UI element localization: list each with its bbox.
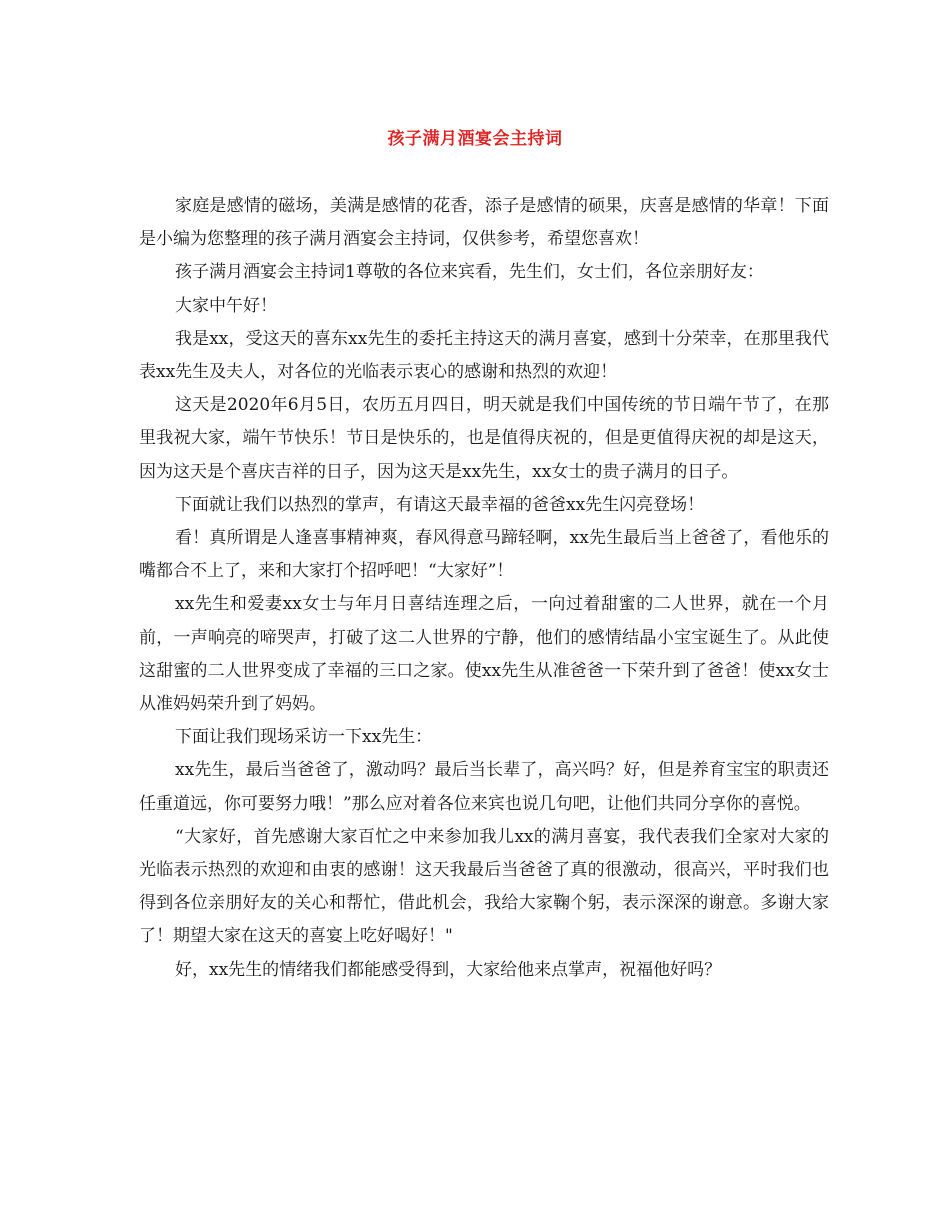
document-body <box>139 190 829 987</box>
paragraph-greeting: 大家中午好！ <box>175 295 277 316</box>
paragraph-date: 这天是2020年6月5日，农历五月四日，明天就是我们中国传统的节日端午节了，在那里我祝大家，端午节快乐！节日是快乐的，也是值得庆祝的，但是更值得庆祝的却是这天，因为这天是个喜庆吉祥的日子，因为这天是xx先生，xx女士的贵子满月的日子。 <box>139 395 829 482</box>
paragraph-salutation: 孩子满月酒宴会主持词1尊敬的各位来宾看，先生们，女士们，各位亲朋好友： <box>175 262 764 283</box>
paragraph-invite-father: 下面就让我们以热烈的掌声，有请这天最幸福的爸爸xx先生闪亮登场！ <box>175 494 705 515</box>
paragraph-intro: 家庭是感情的磁场，美满是感情的花香，添子是感情的硕果，庆喜是感情的华章！下面是小编为您整理的孩子满月酒宴会主持词，仅供参考，希望您喜欢！ <box>139 196 829 250</box>
paragraph-father-arrives: 看！真所谓是人逢喜事精神爽，春风得意马蹄轻啊，xx先生最后当上爸爸了，看他乐的嘴都合不上了，来和大家打个招呼吧！“大家好”！ <box>139 528 829 582</box>
paragraph-father-speech: “大家好，首先感谢大家百忙之中来参加我儿xx的满月喜宴，我代表我们全家对大家的光临表示热烈的欢迎和由衷的感谢！这天我最后当爸爸了真的很激动，很高兴，平时我们也得到各位亲朋好友的关心和帮忙，借此机会，我给大家鞠个躬，表示深深的谢意。多谢大家了！期望大家在这天的喜宴上吃好喝好！" <box>139 826 829 947</box>
paragraph-interview-intro: 下面让我们现场采访一下xx先生： <box>175 727 433 748</box>
paragraph-story: xx先生和爱妻xx女士与年月日喜结连理之后，一向过着甜蜜的二人世界，就在一个月前，一声响亮的啼哭声，打破了这二人世界的宁静，他们的感情结晶小宝宝诞生了。从此使这甜蜜的二人世界变成了幸福的三口之家。使xx先生从准爸爸一下荣升到了爸爸！使xx女士从准妈妈荣升到了妈妈。 <box>139 594 829 715</box>
document-title: 孩子满月酒宴会主持词 <box>387 129 563 149</box>
paragraph-closing: 好，xx先生的情绪我们都能感受得到，大家给他来点掌声，祝福他好吗？ <box>175 959 722 980</box>
paragraph-interview: xx先生，最后当爸爸了，激动吗？最后当长辈了，高兴吗？好，但是养育宝宝的职责还任重道远，你可要努力哦！”那么应对着各位来宾也说几句吧，让他们共同分享你的喜悦。 <box>139 760 829 814</box>
paragraph-host-intro: 我是xx，受这天的喜东xx先生的委托主持这天的满月喜宴，感到十分荣幸，在那里我代表xx先生及夫人，对各位的光临表示衷心的感谢和热烈的欢迎！ <box>139 328 829 383</box>
